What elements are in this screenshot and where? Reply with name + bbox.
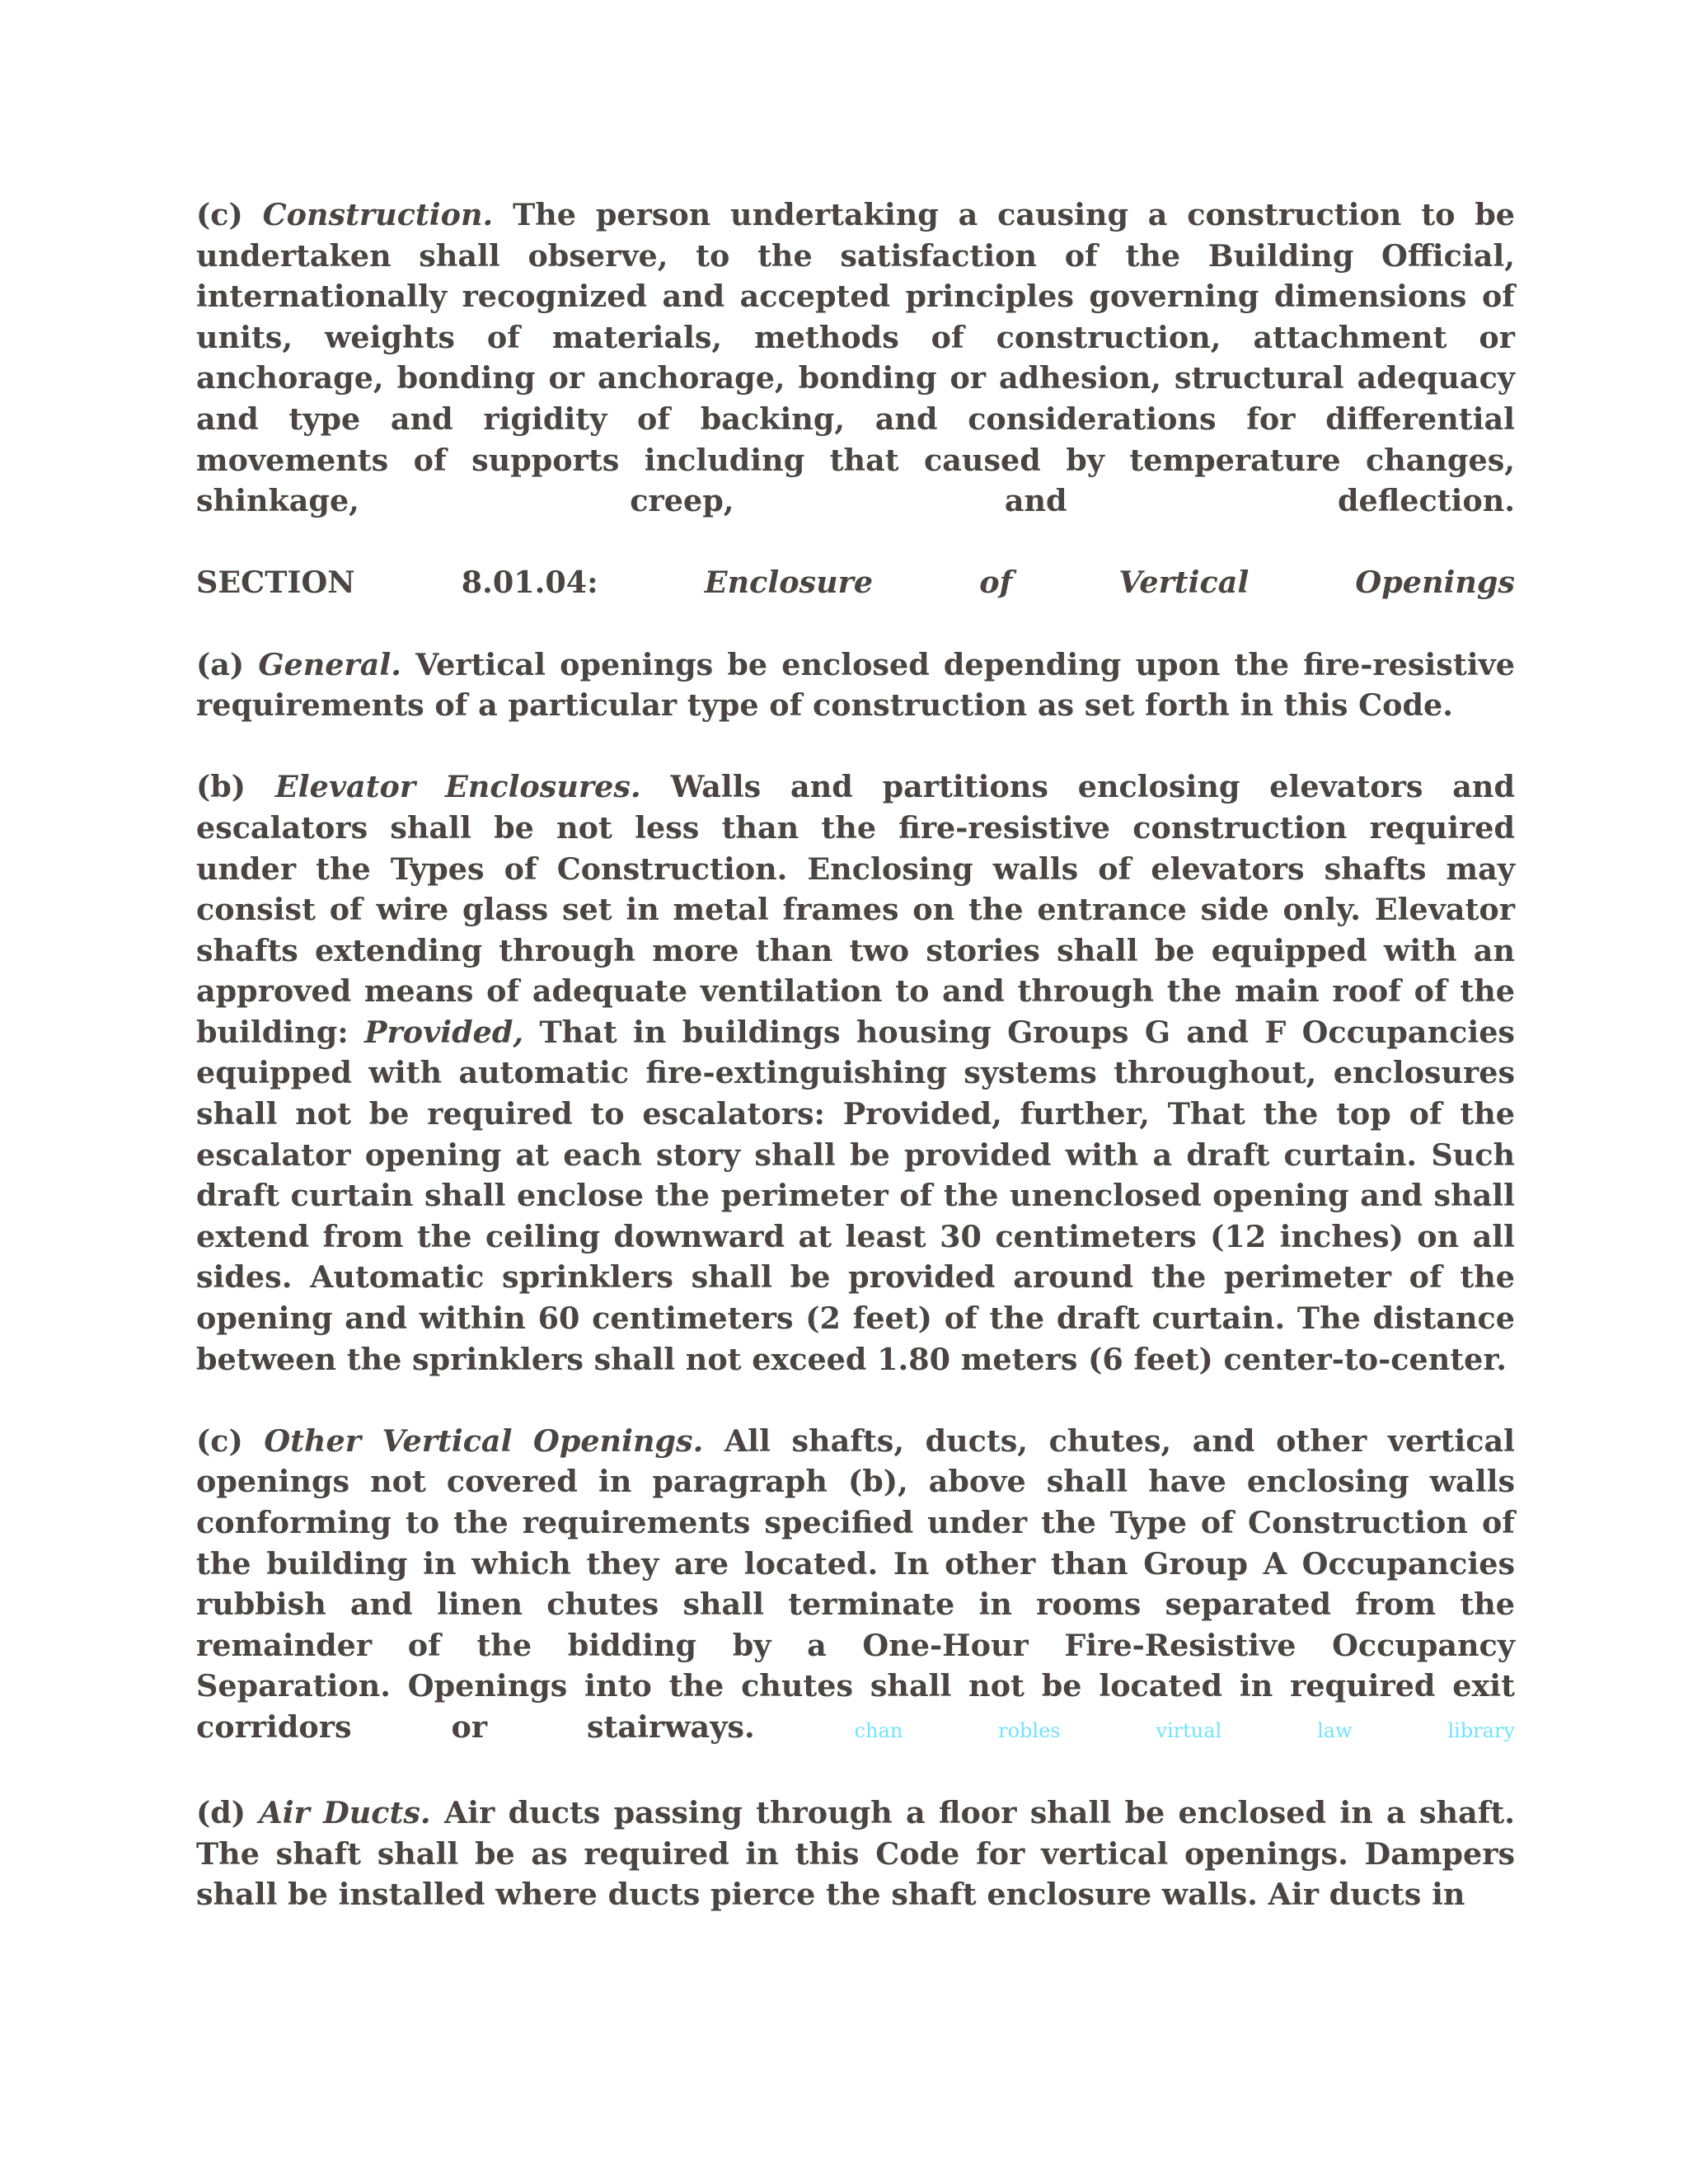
paragraph-text: The person undertaking a causing a construction to be undertaken shall observe, to the satisfaction of the Building Official, internationally recognized and accepted principles governing dimensions of units, weights of materials, methods of construction, attachment or anchorage, bonding or anchorage, bonding or adhesion, structural adequacy and type and rigidity of backing, and considerations for differential movements of supports including that caused by temperature changes, shinkage, creep, and deflection. — [196, 197, 1515, 519]
paragraph-text: Walls and partitions enclosing elevators and escalators shall be not less than the fire-resistive construction required under the Types of Construction. Enclosing walls of elevators shafts may consist of wire glass set in metal frames on the entrance side only. Elevator shafts extending through more than two stories shall be equipped with an approved means of adequate ventilation to and through the main roof of the building: — [196, 769, 1515, 1050]
section-title-word: of — [979, 565, 1013, 601]
paragraph-air-ducts — [196, 1793, 1515, 1915]
paragraph-title: Elevator Enclosures. — [274, 769, 641, 805]
section-heading — [196, 562, 1515, 603]
paragraph-title: Construction. — [262, 197, 494, 232]
section-number: 8.01.04: — [461, 565, 598, 601]
paragraph-text: All shafts, ducts, chutes, and other vertical openings not covered in paragraph (b), above shall have enclosing walls conforming to the requirements specified under the Type of Construction of the building in which they are located. In other than Group A Occupancies rubbish and linen chutes shall terminate in rooms separated from the remainder of the bidding by a One-Hour Fire-Resistive Occupancy Separation. Openings into the chutes shall not be located in required exit corridors or stairways. — [196, 1422, 1515, 1745]
paragraph-label: (a) — [196, 646, 245, 682]
paragraph-title: Other Vertical Openings. — [264, 1422, 704, 1459]
section-title-word: Vertical — [1118, 565, 1250, 601]
section-label: SECTION — [196, 565, 355, 601]
paragraph-other-vertical-openings — [196, 1421, 1515, 1752]
paragraph-label: (d) — [196, 1795, 246, 1831]
paragraph-label: (b) — [196, 769, 246, 805]
paragraph-construction — [196, 194, 1515, 522]
document-page — [196, 194, 1515, 1957]
paragraph-text: Air ducts passing through a floor shall be enclosed in a shaft. The shaft shall be as required in this Code for vertical openings. Dampers shall be installed where ducts pierce the shaft enclosure walls. Air ducts in — [196, 1795, 1515, 1913]
proviso-term: Provided, — [364, 1014, 524, 1050]
section-title-word: Openings — [1355, 565, 1515, 601]
section-title-word: Enclosure — [704, 565, 874, 601]
paragraph-label: (c) — [196, 1422, 243, 1459]
paragraph-title: Air Ducts. — [259, 1795, 431, 1831]
paragraph-title: General. — [258, 646, 401, 682]
paragraph-general — [196, 644, 1515, 726]
paragraph-text: That in buildings housing Groups G and F Occupancies equipped with automatic fire-extinguishing systems throughout, enclosures shall not be required to escalators: Provided, further, That the top of the escalator opening at each story shall be provided with a draft curtain. Such draft curtain shall enclose the perimeter of the unenclosed opening and shall extend from the ceiling downward at least 30 centimeters (12 inches) on all sides. Automatic sprinklers shall be provided around the perimeter of the opening and within 60 centimeters (2 feet) of the draft curtain. The distance between the sprinklers shall not exceed 1.80 meters (6 feet) center-to-center. — [196, 1014, 1515, 1377]
paragraph-text: Vertical openings be enclosed depending upon the fire-resistive requirements of a particular type of construction as set forth in this Code. — [196, 646, 1515, 724]
paragraph-label: (c) — [196, 197, 243, 232]
watermark-text: chan robles virtual law library — [854, 1718, 1515, 1742]
paragraph-elevator-enclosures — [196, 766, 1515, 1380]
